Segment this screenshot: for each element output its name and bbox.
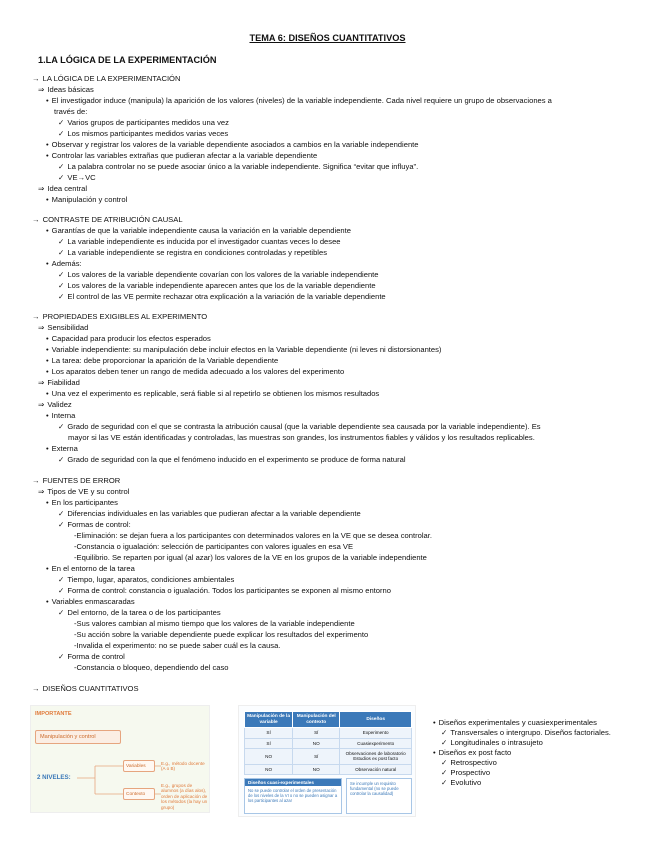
line-text: Ideas básicas: [47, 85, 94, 94]
list-marker: ✓: [58, 586, 65, 595]
check-item: [58, 162, 418, 171]
line-text: CONTRASTE DE ATRIBUCIÓN CAUSAL: [42, 215, 183, 224]
line-text: Fiabilidad: [47, 378, 80, 387]
line-text: -Equilibrio. Se reparten por igual (al azar) los valores de la VE en los grupos de la variable independiente: [74, 553, 427, 562]
line-text: Retrospectivo: [450, 758, 497, 767]
check-item: [58, 509, 361, 518]
list-marker: ✓: [58, 270, 65, 279]
line-text: -Invalida el experimento: no se puede saber cuál es la causa.: [74, 641, 281, 650]
list-marker: •: [46, 151, 49, 160]
bullet-item: [46, 334, 211, 343]
designs-table: [244, 711, 412, 775]
list-marker: ✓: [58, 129, 65, 138]
figure-manipulacion-control: [30, 705, 210, 813]
line-text: Forma de control: [67, 652, 125, 661]
line-text: -Eliminación: se dejan fuera a los participantes con determinados valores en la VE que se desea controlar.: [74, 531, 432, 540]
continuation-line: [74, 619, 355, 628]
list-marker: •: [46, 367, 49, 376]
line-text: Manipulación y control: [51, 195, 128, 204]
list-marker: •: [46, 498, 49, 507]
designs-list: [433, 718, 648, 788]
bullet-item: [46, 345, 441, 354]
line-text: Capacidad para producir los efectos esperados: [51, 334, 211, 343]
requirement-box: [346, 778, 412, 814]
quasi-experimental-text: No se puede controlar el orden de presentación de los niveles de la VI o no se pueden asignar a los participantes al azar: [248, 788, 338, 803]
list-marker: ✓: [58, 162, 65, 171]
check-item: [58, 608, 221, 617]
line-text: Transversales o intergrupo. Diseños factoriales.: [450, 728, 611, 737]
line-text: Tiempo, lugar, aparatos, condiciones ambientales: [67, 575, 235, 584]
check-item: [433, 778, 648, 787]
line-text: En los participantes: [51, 498, 118, 507]
bullet-item: [433, 748, 648, 757]
line-text: -Constancia o igualación: selección de participantes con valores iguales en esa VE: [74, 542, 354, 551]
list-marker: ✓: [441, 778, 448, 787]
table-header: Manipulación de la variable: [245, 712, 293, 728]
figure-designs-table: [238, 705, 416, 817]
table-cell: SÍ: [245, 738, 293, 748]
check-item: [58, 248, 327, 257]
line-text: Una vez el experimento es replicable, será fiable si al repetirlo se obtienen los mismos resultados: [51, 389, 380, 398]
list-marker: →: [32, 312, 40, 321]
continuation-line: [68, 433, 535, 442]
check-item: [58, 586, 391, 595]
table-row: [245, 749, 412, 765]
list-marker: ⇒: [38, 85, 45, 94]
list-marker: ✓: [58, 281, 65, 290]
desc-variables: E.g., método docente (A o B): [161, 761, 205, 772]
line-text: La variable independiente se registra en condiciones controladas y repetibles: [67, 248, 327, 257]
line-text: Los aparatos deben tener un rango de medida adecuado a los valores del experimento: [51, 367, 345, 376]
line-text: La palabra controlar no se puede asociar único a la variable independiente. Significa “evitar que influya”.: [67, 162, 419, 171]
table-cell: NO: [245, 749, 293, 765]
list-marker: •: [46, 96, 49, 105]
list-marker: •: [46, 345, 49, 354]
arrow-item: [32, 215, 183, 224]
line-text: Prospectivo: [450, 768, 491, 777]
arrow-item: [32, 476, 120, 485]
table-cell: Observación natural: [340, 764, 412, 774]
list-marker: ⇒: [38, 184, 45, 193]
line-text: El control de las VE permite rechazar otra explicación a la variación de la variable dependiente: [67, 292, 386, 301]
line-text: Variable independiente: su manipulación debe incluir efectos en la Variable dependiente (ni leves ni distorsionantes): [51, 345, 442, 354]
table-cell: SÍ: [293, 749, 340, 765]
line-text: Diseños experimentales y cuasiexperimentales: [438, 718, 597, 727]
line-text: Los valores de la variable dependiente covarían con los valores de la variable independiente: [67, 270, 379, 279]
line-text: Externa: [51, 444, 78, 453]
level-contexto: Contexto: [123, 788, 155, 800]
line-text: Controlar las variables extrañas que pudieran afectar a la variable dependiente: [51, 151, 318, 160]
double-arrow-item: [38, 184, 87, 193]
list-marker: •: [46, 334, 49, 343]
line-text: Longitudinales o intrasujeto: [450, 738, 543, 747]
bullet-item: [46, 259, 82, 268]
quasi-experimental-title: Diseños cuasi-experimentales: [245, 779, 341, 786]
list-marker: →: [32, 684, 40, 693]
check-item: [58, 422, 541, 431]
line-text: FUENTES DE ERROR: [42, 476, 121, 485]
important-badge: IMPORTANTE: [35, 711, 72, 717]
line-text: La variable independiente es inducida por el investigador cuantas veces lo desee: [67, 237, 341, 246]
bullet-item: [46, 367, 344, 376]
level-variables: Variables: [123, 760, 155, 772]
list-marker: ⇒: [38, 487, 45, 496]
list-marker: ⇒: [38, 323, 45, 332]
double-arrow-item: [38, 378, 80, 387]
quasi-experimental-box: [244, 778, 342, 814]
list-marker: ✓: [58, 608, 65, 617]
check-item: [58, 281, 376, 290]
list-marker: •: [433, 718, 436, 727]
line-text: Sensibilidad: [47, 323, 89, 332]
list-marker: •: [46, 411, 49, 420]
continuation-line: [74, 531, 432, 540]
double-arrow-item: [38, 323, 88, 332]
check-item: [433, 768, 648, 777]
page-title: TEMA 6: DISEÑOS CUANTITATIVOS: [249, 33, 406, 43]
line-text: Tipos de VE y su control: [47, 487, 130, 496]
double-arrow-item: [38, 487, 129, 496]
table-cell: Observaciones de laboratorio Estudios ex post facto: [340, 749, 412, 765]
line-text: mayor si las VE están identificadas y controladas, las muestras son grandes, los instrumentos fiables y válidos y los resultados replicables.: [68, 433, 535, 442]
arrow-item: [32, 312, 207, 321]
table-cell: SÍ: [293, 728, 340, 738]
list-marker: •: [46, 195, 49, 204]
list-marker: •: [46, 226, 49, 235]
line-text: Validez: [47, 400, 72, 409]
table-header: Manipulación del contexto: [293, 712, 340, 728]
table-cell: Cuasiexperimento: [340, 738, 412, 748]
table-row: [245, 738, 412, 748]
line-text: -Su acción sobre la variable dependiente puede explicar los resultados del experimento: [74, 630, 369, 639]
line-text: Observar y registrar los valores de la variable dependiente asociados a cambios en la variable independiente: [51, 140, 419, 149]
check-item: [433, 738, 648, 747]
bullet-item: [433, 718, 648, 727]
line-text: Idea central: [47, 184, 88, 193]
line-text: Variables enmascaradas: [51, 597, 135, 606]
list-marker: •: [46, 140, 49, 149]
list-marker: →: [32, 74, 40, 83]
line-text: Los valores de la variable independiente aparecen antes que los de la variable dependiente: [67, 281, 376, 290]
list-marker: ✓: [58, 575, 65, 584]
table-cell: NO: [293, 738, 340, 748]
list-marker: ⇒: [38, 378, 45, 387]
table-row: [245, 764, 412, 774]
desc-contexto: E.g., grupos de alumnos (a días alos), orden de aplicación de los métodos (la hay un grupo): [161, 783, 208, 810]
niveles-label: 2 NIVELES:: [37, 774, 71, 781]
list-marker: •: [46, 389, 49, 398]
check-item: [433, 728, 648, 737]
check-item: [58, 270, 379, 279]
arrow-item: [32, 74, 180, 83]
continuation-line: [54, 107, 87, 116]
bullet-item: [46, 356, 278, 365]
list-marker: ✓: [441, 768, 448, 777]
bullet-item: [46, 96, 552, 105]
line-text: DISEÑOS CUANTITATIVOS: [42, 684, 139, 693]
line-text: VE→VC: [67, 173, 96, 182]
continuation-line: [74, 663, 229, 672]
bullet-item: [46, 564, 135, 573]
check-item: [433, 758, 648, 767]
check-item: [58, 237, 341, 246]
list-marker: ✓: [58, 248, 65, 257]
bullet-item: [46, 195, 127, 204]
list-marker: ✓: [58, 173, 65, 182]
continuation-line: [74, 542, 353, 551]
list-marker: •: [46, 597, 49, 606]
bullet-item: [46, 226, 351, 235]
table-cell: SÍ: [245, 728, 293, 738]
continuation-line: [74, 630, 368, 639]
list-marker: ✓: [58, 422, 65, 431]
bullet-item: [46, 389, 379, 398]
list-marker: ✓: [441, 758, 448, 767]
list-marker: •: [433, 748, 436, 757]
line-text: Varios grupos de participantes medidos una vez: [67, 118, 229, 127]
line-text: Diseños ex post facto: [438, 748, 512, 757]
bullet-item: [46, 411, 75, 420]
bullet-item: [46, 498, 118, 507]
bullet-item: [46, 444, 78, 453]
line-text: Del entorno, de la tarea o de los participantes: [67, 608, 221, 617]
table-cell: NO: [293, 764, 340, 774]
list-marker: ✓: [58, 237, 65, 246]
double-arrow-item: [38, 400, 72, 409]
table-header: Diseños: [340, 712, 412, 728]
line-text: Formas de control:: [67, 520, 131, 529]
table-cell: Experimento: [340, 728, 412, 738]
list-marker: ✓: [58, 455, 65, 464]
list-marker: →: [32, 215, 40, 224]
check-item: [58, 520, 131, 529]
list-marker: ✓: [58, 292, 65, 301]
list-marker: →: [32, 476, 40, 485]
list-marker: •: [46, 356, 49, 365]
check-item: [58, 118, 229, 127]
line-text: Forma de control: constancia o igualación. Todos los participantes se exponen al mismo entorno: [67, 586, 391, 595]
line-text: -Sus valores cambian al mismo tiempo que los valores de la variable independiente: [74, 619, 355, 628]
line-text: Los mismos participantes medidos varias veces: [67, 129, 229, 138]
line-text: Diferencias individuales en las variables que pudieran afectar a la variable dependiente: [67, 509, 361, 518]
list-marker: •: [46, 259, 49, 268]
requirement-text: Se incumple un requisito fundamental (no se puede controlar la causalidad): [350, 781, 399, 796]
check-item: [58, 129, 228, 138]
line-text: LA LÓGICA DE LA EXPERIMENTACIÓN: [42, 74, 181, 83]
list-marker: •: [46, 444, 49, 453]
list-marker: ⇒: [38, 400, 45, 409]
line-text: En el entorno de la tarea: [51, 564, 135, 573]
list-marker: •: [46, 564, 49, 573]
arrow-item: [32, 684, 139, 693]
check-item: [58, 455, 406, 464]
list-marker: ✓: [58, 520, 65, 529]
bullet-item: [46, 151, 317, 160]
list-marker: ✓: [441, 728, 448, 737]
list-marker: ✓: [58, 509, 65, 518]
table-cell: NO: [245, 764, 293, 774]
continuation-line: [74, 641, 280, 650]
line-text: través de:: [54, 107, 88, 116]
line-text: La tarea: debe proporcionar la aparición de la Variable dependiente: [51, 356, 279, 365]
list-marker: ✓: [58, 118, 65, 127]
list-marker: ✓: [58, 652, 65, 661]
list-marker: ✓: [441, 738, 448, 747]
line-text: Evolutivo: [450, 778, 482, 787]
bullet-item: [46, 140, 419, 149]
double-arrow-item: [38, 85, 94, 94]
check-item: [58, 652, 125, 661]
line-text: -Constancia o bloqueo, dependiendo del caso: [74, 663, 229, 672]
line-text: Grado de seguridad con el que se contrasta la atribución causal (que la variable dependiente sea causada por la variable independiente). Es: [67, 422, 541, 431]
bullet-item: [46, 597, 135, 606]
line-text: Garantías de que la variable independiente causa la variación en la variable dependiente: [51, 226, 351, 235]
line-text: Grado de seguridad con la que el fenómeno inducido en el experimento se produce de forma natural: [67, 455, 406, 464]
manipulation-pill: Manipulación y control: [35, 730, 121, 744]
section-title: 1.LA LÓGICA DE LA EXPERIMENTACIÓN: [38, 55, 217, 65]
continuation-line: [74, 553, 427, 562]
table-row: [245, 728, 412, 738]
check-item: [58, 173, 96, 182]
check-item: [58, 575, 234, 584]
check-item: [58, 292, 386, 301]
line-text: PROPIEDADES EXIGIBLES AL EXPERIMENTO: [42, 312, 208, 321]
line-text: Además:: [51, 259, 82, 268]
line-text: El investigador induce (manipula) la aparición de los valores (niveles) de la variable independiente. Cada nivel requiere un grupo de observaciones a: [51, 96, 552, 105]
line-text: Interna: [51, 411, 76, 420]
